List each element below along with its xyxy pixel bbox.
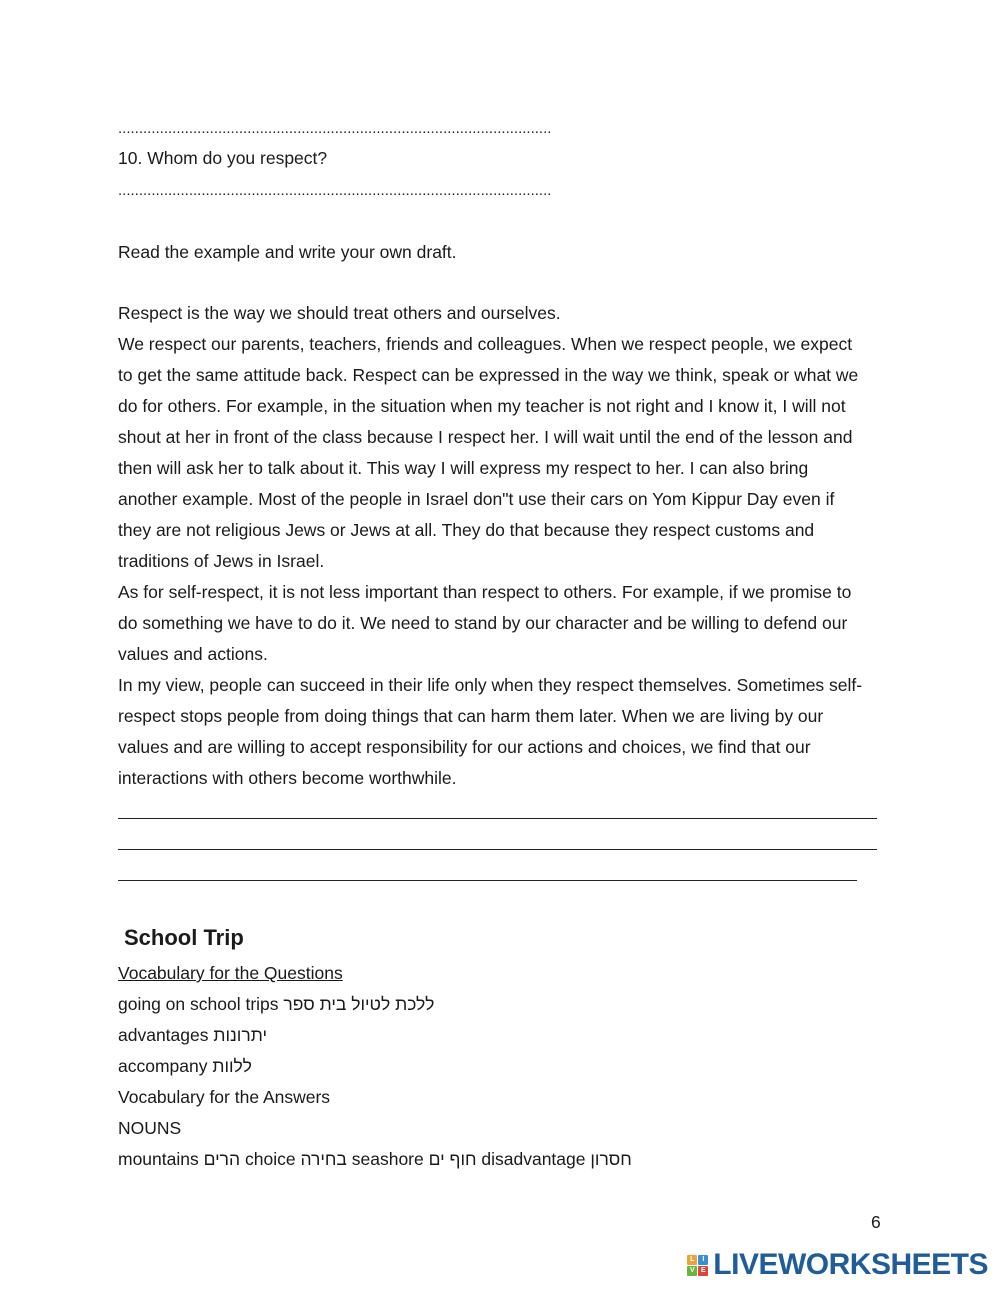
logo-letter: V xyxy=(687,1266,697,1276)
vocab-questions-heading: Vocabulary for the Questions xyxy=(118,963,343,983)
essay-line: interactions with others become worthwhile. xyxy=(118,768,457,788)
vocab-item: accompany ללוות xyxy=(118,1056,252,1076)
draft-write-line[interactable] xyxy=(118,849,877,850)
example-essay xyxy=(118,298,898,794)
question-10: 10. Whom do you respect? xyxy=(118,148,328,168)
logo-icon xyxy=(687,1255,708,1276)
essay-line: traditions of Jews in Israel. xyxy=(118,551,325,571)
essay-line: In my view, people can succeed in their life only when they respect themselves. Sometimes self- xyxy=(118,675,863,695)
answer-dots-line: ........................................................................................................ xyxy=(118,120,552,137)
essay-line: Respect is the way we should treat others and ourselves. xyxy=(118,303,561,323)
essay-line: respect stops people from doing things that can harm them later. When we are living by our xyxy=(118,706,824,726)
page-number: 6 xyxy=(871,1212,881,1232)
essay-line: values and are willing to accept responsibility for our actions and choices, we find that our xyxy=(118,737,811,757)
draft-write-line[interactable] xyxy=(118,880,857,881)
essay-line: do something we have to do it. We need to stand by our character and be willing to defend our xyxy=(118,613,848,633)
logo-letter: L xyxy=(687,1255,697,1265)
answer-dots-line: ........................................................................................................ xyxy=(118,182,552,199)
essay-line: another example. Most of the people in Israel don"t use their cars on Yom Kippur Day even if xyxy=(118,489,835,509)
logo-text: LIVEWORKSHEETS xyxy=(713,1248,988,1281)
essay-line: As for self-respect, it is not less important than respect to others. For example, if we promise to xyxy=(118,582,852,602)
liveworksheets-logo[interactable] xyxy=(687,1248,988,1282)
draft-write-line[interactable] xyxy=(118,818,877,819)
vocab-answers-heading: Vocabulary for the Answers xyxy=(118,1087,331,1107)
vocab-item: going on school trips ללכת לטיול בית ספר xyxy=(118,994,435,1014)
instruction-text: Read the example and write your own draft. xyxy=(118,242,457,262)
essay-line: values and actions. xyxy=(118,644,268,664)
essay-line: they are not religious Jews or Jews at all. They do that because they respect customs and xyxy=(118,520,815,540)
vocab-item: advantages יתרונות xyxy=(118,1025,267,1045)
essay-line: then will ask her to talk about it. This way I will express my respect to her. I can also bring xyxy=(118,458,809,478)
section-title: School Trip xyxy=(124,925,244,950)
logo-letter: I xyxy=(698,1255,708,1265)
nouns-vocab-line: mountains הרים choice בחירה seashore חוף ים disadvantage חסרון xyxy=(118,1149,632,1169)
essay-line: to get the same attitude back. Respect can be expressed in the way we think, speak or what we xyxy=(118,365,859,385)
essay-line: do for others. For example, in the situation when my teacher is not right and I know it, I will not xyxy=(118,396,846,416)
nouns-label: NOUNS xyxy=(118,1118,182,1138)
essay-line: shout at her in front of the class because I respect her. I will wait until the end of the lesson and xyxy=(118,427,853,447)
logo-letter: E xyxy=(698,1266,708,1276)
essay-line: We respect our parents, teachers, friends and colleagues. When we respect people, we expect xyxy=(118,334,853,354)
